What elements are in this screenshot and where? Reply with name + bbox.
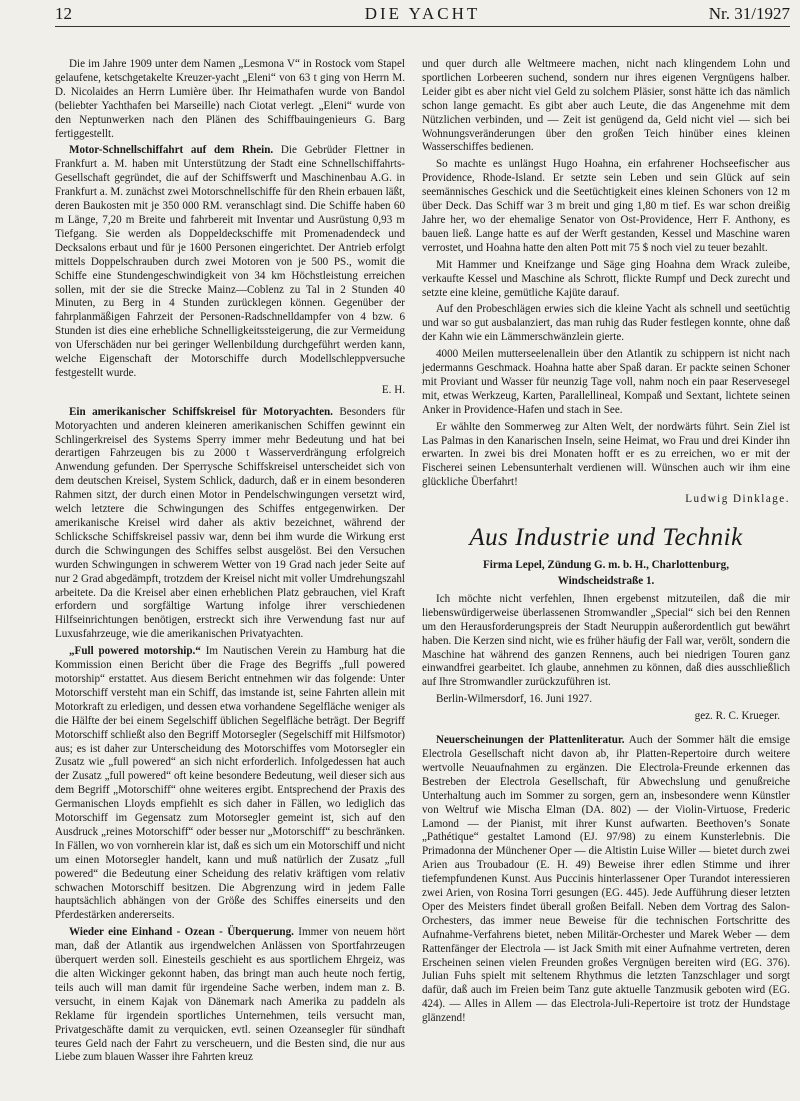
- journal-title: DIE YACHT: [364, 4, 481, 23]
- article-ozean-continued: und quer durch alle Weltmeere machen, nicht nach klingendem Lohn und sportlichen Lorbeeren suchend, sondern nur ihres eigenen Vergnügens halber. Leider gibt es aber nicht viel Geld zu solchem Pläsier, sonst hätte ich das nämlich schon lange gemacht. Es gibt aber auch Leute, die das Angenehme mit dem Nützlichen verbinden, und — Zeit ist genügend da, Geld nicht viel — sich bei Wohnungsveränderungen über den großen Teich hinüber eines kleinen Wasserschiffes bedienen.: [422, 58, 790, 154]
- page-number: 12: [55, 4, 72, 23]
- header-rule: [55, 26, 790, 27]
- right-column: [422, 58, 790, 1029]
- article-motorship-heading: „Full powered motorship.“: [69, 645, 201, 658]
- left-column: [55, 58, 405, 1068]
- article-motorship: [55, 645, 405, 923]
- article-rhein-signature: E. H.: [381, 383, 405, 396]
- hoahna-paragraph-1: So machte es unlängst Hugo Hoahna, ein erfahrener Hochseefischer aus Providence, Rhode-Island. Er setzte sein Leben und sein Glück auf sein seemännisches Geschick und die Seetüchtigkeit eines kleinen Schoners von 12 m über Deck. Das Schiff war 3 m breit und ging 1,80 m tief. Es war schon dreißig Jahre her, wo der ehemalige Senator von Ost-Providence, Herr F. Anthony, es bauen ließ. Lange hatte es auf der Werft gestanden, Kessel und Maschine waren verrostet, und Hoahna hatte den alten Pott mit 75 $ noch viel zu teuer bezahlt.: [422, 158, 790, 254]
- hoahna-paragraph-4: 4000 Meilen mutterseelenallein über den Atlantik zu schippern ist nicht nach jedermanns Geschmack. Hoahna hatte aber Spaß daran. Er packte seinen Schoner mit Proviant und Wasser für neunzig Tage voll, nahm noch ein paar Reservesegel mit, etwas Werkzeug, Karten, Parallellineal, Kompaß und Sextant, lichtete seinen Anker in Providence-Hafen und stach in See.: [422, 348, 790, 416]
- article-rhein-heading: Motor-Schnellschiffahrt auf dem Rhein.: [69, 144, 274, 157]
- article-ozean: [55, 926, 405, 1065]
- page-header: [55, 4, 790, 24]
- article-ozean-signature: Ludwig Dinklage.: [685, 493, 790, 506]
- section-title: Aus Industrie und Technik: [469, 524, 743, 552]
- article-platten-heading: Neuerscheinungen der Plattenliteratur.: [436, 734, 625, 747]
- hoahna-paragraph-5: Er wählte den Sommerweg zur Alten Welt, der nordwärts führt. Sein Ziel ist Las Palmas in den Kanarischen Inseln, seine Heimat, wo Frau und drei Kinder ihn erwarten. In zwei bis drei Monaten hofft er es zu erreichen, wo er mit der Fischerei seinen Lebensunterhalt verdienen will. Wünschen auch wir ihm eine glückliche Überfahrt!: [422, 420, 790, 489]
- firm-address: Windscheidstraße 1.: [557, 575, 655, 587]
- testimonial-letter: Ich möchte nicht verfehlen, Ihnen ergebenst mitzuteilen, daß die mir liebenswürdigerweise überlassenen Stromwandler „Special“ sich bei den Rennen um den Herausforderungspreis der Stadt Neuruppin außerordentlich gut bewährt haben. Die Kerzen sind nicht, wie es früher häufig der Fall war, verölt, sondern die Maschine hat während des ganzen Rennens, auch bei niedrigen Touren ganz einwandfrei gearbeitet. Ich glaube, annehmen zu können, daß dies ausschließlich auf Ihre Stromwandler zurückzuführen ist.: [422, 592, 790, 689]
- issue-number: Nr. 31/1927: [708, 4, 790, 23]
- article-rhein: [55, 144, 405, 380]
- article-kreisel-heading: Ein amerikanischer Schiffskreisel für Motoryachten.: [69, 405, 333, 418]
- testimonial-date: Berlin-Wilmersdorf, 16. Juni 1927.: [436, 693, 593, 706]
- article-kreisel: [55, 406, 405, 642]
- article-kreisel-text: Besonders für Motoryachten und anderen kleineren amerikanischen Schiffen gewinnt ein Schlingerkreisel des Systems Sperry immer mehr Bedeutung und hat bei derartigen Fahrzeugen bis zu 2000 t Wasserverdrängung erfolgreich Anwendung gefunden. Der Sperrysche Schiffskreisel unterscheidet sich von dem deutschen Kreisel, System Schlick, dadurch, daß er in einem besonderen Rahmen sitzt, der durch einen Motor in Pendelschwingungen versetzt wird, welch letztere die Schwingungen des Schiffes entgegenwirken. Der amerikanische Kreisel wird daher als aktiv bezeichnet, während der Schlicksche Schiffskreisel passiv war, denn bei ihm wurde die Wirkung erst durch die Schwingungen des Schiffes selbst ausgelöst. Bei den Versuchen wurden Schwingungen in schwerem Wetter von 19 Grad nach jeder Seite auf nur 2 Grad abgedämpft, trotzdem der Kreisel nicht mit voller Umdrehungszahl arbeitete. Da die Kreisel aber einen erheblichen Platz gebrauchen, viel Kraft erfordern und sorgfältige Wartung infolge ihrer verschiedenen Hilfseinrichtungen benötigen, erstreckt sich ihre Verwendung fast nur auf Luxusfahrzeuge, wie die amerikanischen Privatyachten.: [55, 405, 405, 641]
- article-rhein-text: Die Gebrüder Flettner in Frankfurt a. M. haben mit Unterstützung der Stadt eine Schnellschiffahrts-Gesellschaft gegründet, die auf der Schiffswerft und Maschinenbau A.G. in Frankfurt a. M. zunächst zwei Motorschnellschiffe für den Rhein erbauen läßt, deren Baukosten mit je 350 000 RM. veranschlagt sind. Die Schiffe haben 60 m Länge, 7,20 m Breite und fahrbereit mit Inventar und Ausrüstung 0,93 m Tiefgang. Sie werden als Doppeldeckschiffe mit Promenadendeck und Decksalons erbaut und für je 1600 Personen eingerichtet. Der Antrieb erfolgt mittels Doppelschrauben durch zwei Motoren von je 500 PS., womit die Schiffe eine Stundengeschwindigkeit von 34 km Höchstleistung erreichen sollen, mit der sie die Strecke Mainz—Coblenz zu Tal in 2 Stunden 40 Minuten, zu Berg in 4 Stunden zurücklegen können. Gegenüber der fahrplanmäßigen Fahrzeit der Personen-Radschnelldampfer von 4 bzw. 6 Stunden ist dies eine erhebliche Schnelligkeitssteigerung, die zur Vermeidung von Uferschäden nur bei geringer Wellenbildung durchgeführt werden kann, welche Eigenschaft der Motorschiffe durch Modellschleppversuche festgestellt wurde.: [55, 144, 405, 379]
- article-ozean-heading: Wieder eine Einhand - Ozean - Überquerung.: [69, 926, 294, 939]
- article-motorship-text: Im Nautischen Verein zu Hamburg hat die Kommission einen Bericht über die Frage des Begriffs „full powered motorship“ erstattet. Aus diesem Bericht entnehmen wir das folgende: Unter Motorschiff versteht man ein Schiff, das imstande ist, seine Fahrten allein mit Motorkraft zu erledigen, und dessen etwa vorhandene Segelfläche weniger als die Hälfte der bei einem Segelschiff üblichen Segelfläche beträgt. Der Begriff Motorschiff schließt also den Begriff Motorsegler (Segelschiff mit Hilfsmotor) aus; es ist daher zur Unterscheidung des Motorschiffes vom Motorsegler ein Zusatz wie „full powered“ an sich nicht erforderlich. Infolgedessen hat auch der Zusatz „full powered“ oft keine besondere Bedeutung, weil dieser sich aus dem Begriff „Motorschiff“ ohne weiteres ergibt. Entsprechend der Praxis des Germanischen Lloyds empfiehlt es sich daher in Fällen, wo lediglich das Motorschiff im Gegensatz zum Motorsegler gemeint ist, sich auf den Ausdruck „reines Motorschiff“ oder besser nur „Motorschiff“ zu beschränken. In Fällen, wo von vornherein klar ist, daß es sich um ein Motorschiff und nicht um einen Motorsegler handelt, kann und muß natürlich der Zusatz „full powered“ die Bedeutung einer Scheidung des relativ kräftigen vom relativ schwachen Motorschiff besitzen. Die Abgrenzung wird in jedem Falle hauptsächlich abhängen von der Größe des Schiffes einerseits und den Pferdestärken andererseits.: [55, 645, 406, 922]
- hoahna-paragraph-3: Auf den Probeschlägen erwies sich die kleine Yacht als schnell und seetüchtig und war so gut ausbalanziert, das man ruhig das Ruder festlegen konnte, ohne daß der Kahn wie ein Lämmerschwänzlein gierte.: [422, 303, 790, 344]
- article-platten: [422, 734, 790, 1026]
- article-ozean-text: Immer von neuem hört man, daß der Atlantik aus irgendwelchen Anlässen von Sportfahrzeugen überquert werden soll. Einesteils geschieht es aus sportlichem Ehrgeiz, was die alten Wickinger gekonnt haben, das bringt man auch heute noch fertig, teils auch will man damit für irgendeine Sache werben, indem man z. B. versucht, in einem Kajak von Dänemark nach Amerika zu paddeln als Reklame für irgendein sportliches Unternehmen, teils versucht man, Privatgeschäfte damit zu verquicken, evtl. seinen Ozeansegler für sündhaft teures Geld nach der Fahrt zu verscheuern, und die Besten sind, die nur aus Liebe zum blauen Wasser ihre Fahrten kreuz: [55, 926, 405, 1064]
- testimonial-signer: gez. R. C. Krueger.: [694, 710, 780, 723]
- hoahna-paragraph-2: Mit Hammer und Kneifzange und Säge ging Hoahna dem Wrack zuleibe, verkaufte Kessel und Maschine als Schrott, flickte Rumpf und Deck zurecht und setzte eine kleine, gemütliche Kajüte darauf.: [422, 258, 790, 299]
- article-platten-text: Auch der Sommer hält die emsige Electrola Gesellschaft nicht davon ab, ihr Platten-Repertoire durch weitere wertvolle Neuaufnahmen zu ergänzen. Die Electrola-Freunde erkennen das Bestreben der Electrola Gesellschaft, für Abwechslung und genußreiche Unterhaltung auch im Sommer zu sorgen, gern an, insbesondere wenn Künstler von Weltruf wie Mischa Elman (DA. 802) — der Violin-Virtuose, Frederic Lamond — der Pianist, mit ihrer Kunst aufwarten. Beethoven’s Sonate „Pathétique“ gestaltet Lamond (EJ. 97/98) zu einem Kunsterlebnis. Die Primadonna der Münchener Oper — die Altistin Luise Willer — bietet durch zwei Arien aus Troubadour (E. H. 49) Beweise ihrer edlen Stimme und ihrer tiefempfundenen Kunst. Aus Puccinis hinterlassener Oper Turandot interessieren zwei Arien, von Rosina Torri gesungen (EG. 445). Jede Aufführung dieser letzten Oper des Meisters findet überall großen Beifall. Neben dem Vortrag des Salon-Orchesters, das immer neue Beweise für die technischen Fortschritte des Aufnahme-Verfahrens bietet, neben Militär-Orchester und Marek Weber — dem Rattenfänger der Electrola — ist Jack Smith mit einer Aufnahme vertreten, deren Erscheinen seinen vielen Freunden großes Vergnügen bereiten wird (EG. 376). Julian Fuhs spielt mit seltenem Rhythmus die letzten Tanzschlager und sorgt dafür, daß auch im Freien beim Tanz gute aktuelle Tanzmusik geboten wird (EG. 424). — Alles in Allem — das Electrola-Juli-Repertoire ist trotz der Hundstage glänzend!: [422, 734, 790, 1025]
- article-lesmona-paragraph: Die im Jahre 1909 unter dem Namen „Lesmona V“ in Rostock vom Stapel gelaufene, ketschgetakelte Kreuzer-yacht „Eleni“ von 63 t ging von Herrn M. D. Nicolaides an Herrn Lumière über. Ihr Heimathafen wurde von Bandol (beliebter Yachthafen bei Marseille) nach Ciotat verlegt. „Eleni“ wurde von den Neptunwerken nach den Plänen des Schiffbauingenieurs G. Barg fertiggestellt.: [55, 58, 405, 140]
- firm-name: Firma Lepel, Zündung G. m. b. H., Charlottenburg,: [483, 559, 729, 572]
